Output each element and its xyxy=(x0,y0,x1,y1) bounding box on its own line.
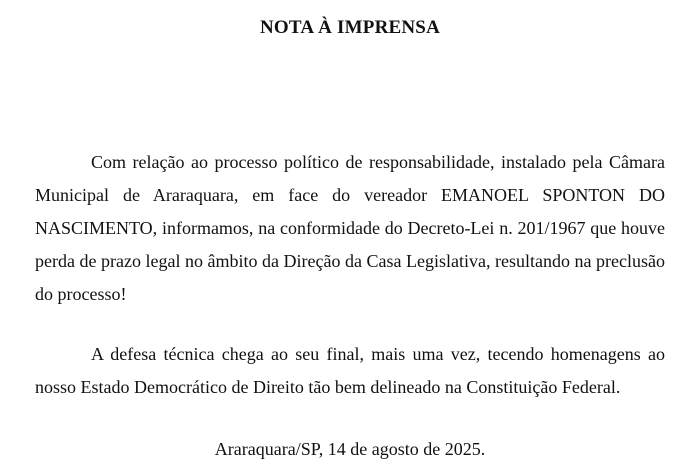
place-date: Araraquara/SP, 14 de agosto de 2025. xyxy=(214,439,486,459)
paragraph-defense: A defesa técnica chega ao seu final, mais uma vez, tecendo homenagens ao nosso Estado Democrático de Direito tão bem delineado na Constituição Federal. xyxy=(35,344,665,397)
document-title: NOTA À IMPRENSA xyxy=(260,17,440,38)
paragraph-process: Com relação ao processo político de responsabilidade, instalado pela Câmara Municipal de Araraquara, em face do vereador EMANOEL SPONTON DO NASCIMENTO, informamos, na conformidade do Decreto-Lei n. 201/1967 que houve perda de prazo legal no âmbito da Direção da Casa Legislativa, resultando na preclusão do processo! xyxy=(35,152,665,304)
